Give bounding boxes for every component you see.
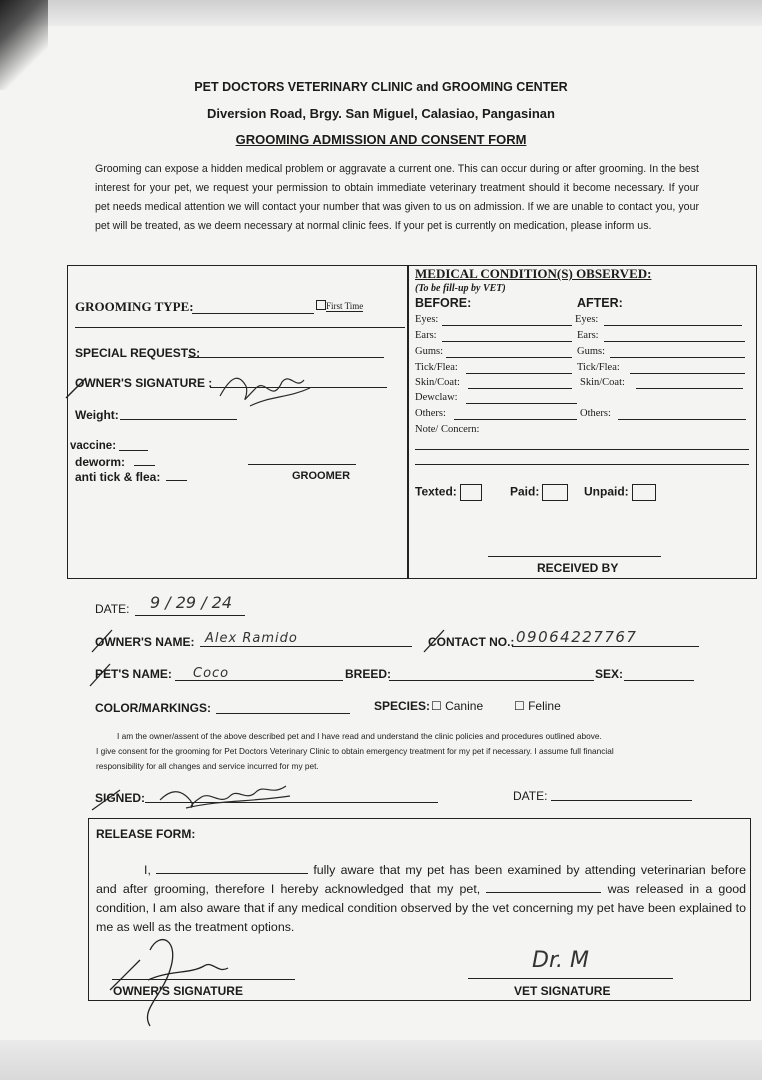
first-time-option[interactable] (316, 300, 363, 311)
color-markings-line[interactable] (216, 713, 350, 714)
release-paragraph (96, 861, 746, 937)
note-line-2[interactable] (415, 464, 749, 465)
after-others-label: Others: (580, 408, 611, 419)
unpaid-checkbox[interactable] (632, 484, 656, 501)
deworm-label: deworm: (75, 455, 126, 469)
texted-checkbox[interactable] (460, 484, 482, 501)
before-dewclaw-label: Dewclaw: (415, 392, 458, 403)
consent-line-3: responsibility for all changes and service incurred for my pet. (96, 761, 319, 771)
note-concern-label: Note/ Concern: (415, 424, 480, 435)
date-value: 9 / 29 / 24 (150, 593, 233, 612)
owner-release-signature-scribble (100, 930, 240, 1030)
canine-option[interactable]: ☐ Canine (431, 699, 484, 713)
column-divider (407, 265, 409, 579)
vet-signature-line[interactable] (468, 978, 673, 979)
breed-label: BREED: (345, 667, 392, 681)
consent-line-2: I give consent for the grooming for Pet Doctors Veterinary Clinic to obtain emergency treatment for my pet if necessary. I assume full financial (96, 746, 614, 756)
before-others-label: Others: (415, 408, 446, 419)
received-by-line[interactable] (488, 556, 661, 557)
consent-line-1: I am the owner/assent of the above described pet and I have read and understand the clinic policies and procedures outlined above. (117, 731, 602, 741)
grooming-type-line[interactable] (192, 313, 314, 314)
species-label: SPECIES: (374, 699, 431, 713)
grooming-type-line-2[interactable] (75, 327, 405, 328)
before-eyes-label: Eyes: (415, 314, 439, 325)
after-ears-line[interactable] (604, 341, 745, 342)
contact-value: 09064227767 (516, 628, 638, 646)
unpaid-label: Unpaid: (584, 484, 629, 499)
weight-label: Weight: (75, 408, 119, 422)
before-tick-label: Tick/Flea: (415, 362, 458, 373)
contact-label: CONTACT NO.: (428, 635, 515, 649)
contact-strike-mark (420, 626, 450, 656)
release-pet-line[interactable] (486, 880, 601, 893)
weight-line[interactable] (120, 419, 237, 420)
first-time-label: First Time (326, 301, 364, 311)
groomer-label: GROOMER (292, 470, 351, 482)
before-others-line[interactable] (454, 419, 577, 420)
before-gums-label: Gums: (415, 346, 444, 357)
after-tick-line[interactable] (630, 373, 745, 374)
after-ears-label: Ears: (577, 330, 599, 341)
after-eyes-line[interactable] (604, 325, 742, 326)
grooming-type-label: GROOMING TYPE: (75, 299, 194, 314)
owner-strike-mark (88, 626, 118, 656)
breed-line[interactable] (389, 680, 594, 681)
scan-edge-corner (0, 0, 48, 90)
texted-label: Texted: (415, 484, 457, 499)
before-label: BEFORE: (415, 296, 472, 310)
special-requests-label: SPECIAL REQUESTS: (75, 346, 201, 360)
paid-checkbox[interactable] (542, 484, 568, 501)
release-box-left-edge (88, 818, 89, 1001)
after-label: AFTER: (577, 296, 623, 310)
date-label: DATE: (95, 602, 130, 616)
after-gums-label: Gums: (577, 346, 606, 357)
unpaid-option[interactable] (584, 484, 656, 501)
before-tick-line[interactable] (466, 373, 572, 374)
sex-line[interactable] (624, 680, 694, 681)
deworm-line[interactable] (134, 465, 155, 466)
signed-date-label: DATE: (513, 789, 548, 803)
owner-signature-scribble (60, 368, 320, 413)
form-title: GROOMING ADMISSION AND CONSENT FORM (235, 132, 527, 147)
medical-title: MEDICAL CONDITION(S) OBSERVED: (415, 266, 652, 281)
before-eyes-line[interactable] (442, 325, 572, 326)
date-line[interactable] (135, 615, 245, 616)
medical-subtitle: (To be fill-up by VET) (415, 283, 506, 294)
paid-option[interactable] (510, 484, 568, 501)
groomer-line[interactable] (248, 464, 356, 465)
special-requests-line[interactable] (188, 357, 384, 358)
scan-edge-top (0, 0, 762, 26)
release-text-3: was released in a good condition, I am also aware that if any medical condition observed by the vet concerning my pet have been explained to me as well as the treatment options. (96, 882, 746, 934)
texted-option[interactable] (415, 484, 482, 501)
vet-signature-label: VET SIGNATURE (514, 984, 611, 998)
release-text-2: fully aware that my pet has been examined by attending veterinarian before and after grooming, therefore I hereby acknowledged that my pet, (96, 863, 746, 896)
received-by-label: RECEIVED BY (537, 561, 619, 575)
paid-label: Paid: (510, 484, 540, 499)
owner-signature-label: OWNER'S SIGNATURE : (75, 376, 213, 390)
release-title: RELEASE FORM: (96, 827, 196, 841)
before-ears-label: Ears: (415, 330, 437, 341)
before-gums-line[interactable] (446, 357, 572, 358)
contact-line[interactable] (512, 646, 699, 647)
pet-name-value: Coco (193, 666, 230, 681)
after-skin-line[interactable] (636, 388, 743, 389)
signed-date-line[interactable] (551, 800, 692, 801)
before-dewclaw-line[interactable] (466, 403, 577, 404)
owner-name-label: OWNER'S NAME: (95, 635, 195, 649)
anti-tick-label: anti tick & flea: (75, 470, 161, 484)
signed-signature-scribble (90, 760, 310, 820)
scan-edge-bottom (0, 1040, 762, 1080)
clinic-address: Diversion Road, Brgy. San Miguel, Calasiao, Pangasinan (207, 106, 555, 121)
vaccine-line[interactable] (119, 450, 148, 451)
after-tick-label: Tick/Flea: (577, 362, 620, 373)
signed-label: SIGNED: (95, 791, 146, 805)
after-eyes-label: Eyes: (575, 314, 599, 325)
pet-strike-mark (86, 660, 116, 690)
release-text-1: I, (144, 863, 151, 877)
owner-name-value: Alex Ramido (205, 631, 298, 646)
owner-release-signature-label: OWNER'S SIGNATURE (113, 984, 243, 998)
owner-name-line[interactable] (200, 646, 412, 647)
pet-name-label: PET'S NAME: (95, 667, 172, 681)
color-markings-label: COLOR/MARKINGS: (95, 701, 211, 715)
before-skin-label: Skin/Coat: (415, 377, 460, 388)
first-time-checkbox[interactable] (316, 300, 326, 310)
after-others-line[interactable] (618, 419, 746, 420)
release-name-line[interactable] (156, 861, 308, 874)
vet-initials: Dr. M (532, 948, 589, 973)
clinic-name: PET DOCTORS VETERINARY CLINIC and GROOMING CENTER (194, 80, 568, 94)
sex-label: SEX: (595, 667, 624, 681)
before-ears-line[interactable] (442, 341, 572, 342)
note-line-1[interactable] (415, 449, 749, 450)
intro-paragraph: Grooming can expose a hidden medical problem or aggravate a current one. This can occur during or after grooming. In the best interest for your pet, we request your permission to obtain immediate veterinary treatment should it become necessary. If your pet needs medical attention we will contact your number that was given to us on admission. If we are unable to contact you, your pet will be treated, as we deem necessary at normal clinic fees. If your pet is currently on medication, please inform us. (95, 163, 699, 232)
anti-tick-line[interactable] (166, 480, 187, 481)
before-skin-line[interactable] (468, 388, 572, 389)
feline-option[interactable]: ☐ Feline (514, 699, 561, 713)
vaccine-label: vaccine: (70, 440, 117, 452)
after-skin-label: Skin/Coat: (580, 377, 625, 388)
after-gums-line[interactable] (610, 357, 745, 358)
